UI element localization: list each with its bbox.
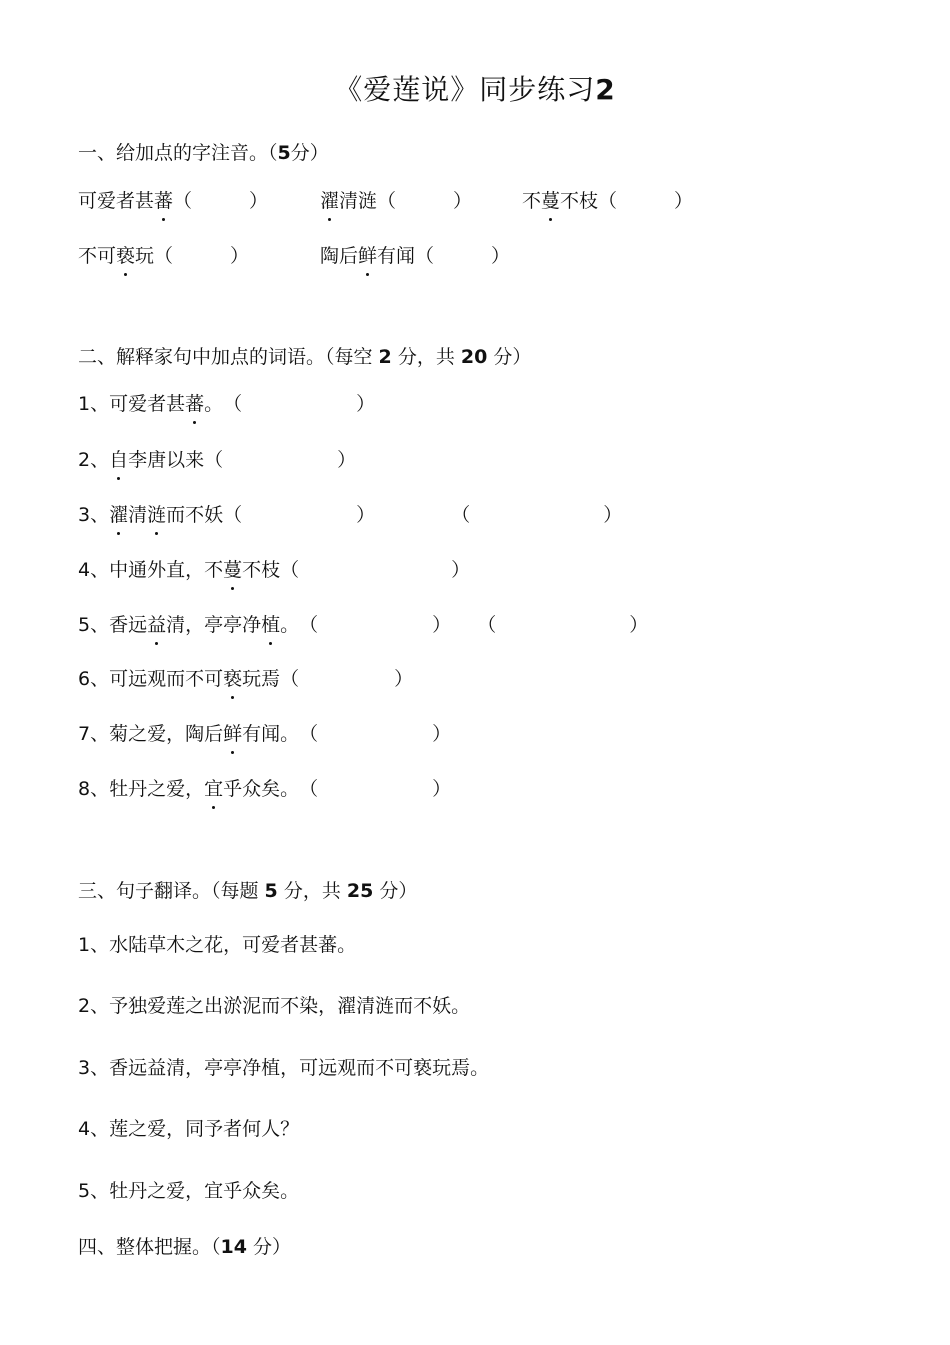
section-3-heading: 三、句子翻译。（每题 5 分，共 25 分） (78, 880, 418, 902)
explain-item-4: 4、中通外直，不蔓不枝（ ） (78, 559, 471, 581)
translate-item-3: 3、香远益清，亭亭净植，可远观而不可亵玩焉。 (78, 1057, 490, 1079)
explain-item-7: 7、菊之爱，陶后鲜有闻。（ ） (78, 723, 452, 745)
answer-blank[interactable]: （ ） (280, 668, 414, 690)
explain-item-3: 3、濯清涟而不妖（ ） （ ） (78, 504, 623, 526)
translate-item-1: 1、水陆草木之花，可爱者甚蕃。 (78, 934, 357, 956)
pinyin-item-1: 可爱者甚蕃（ ） (78, 190, 269, 212)
dotted-char: 植 (261, 614, 281, 636)
answer-blank[interactable]: （ ） (154, 245, 250, 267)
answer-blank[interactable]: （ ） (299, 614, 452, 636)
explain-item-6: 6、可远观而不可亵玩焉（ ） (78, 668, 414, 690)
dotted-char: 蔓 (541, 190, 561, 212)
dotted-char: 蕃 (185, 393, 205, 415)
explain-item-2: 2、自李唐以来（ ） (78, 449, 357, 471)
page-title (0, 68, 950, 108)
answer-blank[interactable]: （ ） (598, 190, 694, 212)
translate-item-4: 4、莲之爱，同予者何人？ (78, 1118, 300, 1140)
answer-blank[interactable]: （ ） (173, 190, 269, 212)
dotted-char: 益 (147, 614, 167, 636)
title-text: 《爱莲说》同步练习 (334, 73, 596, 106)
pinyin-item-4: 不可亵玩（ ） (78, 245, 250, 267)
answer-blank[interactable]: （ ） (223, 393, 376, 415)
explain-item-5: 5、香远益清，亭亭净植。（ ） （ ） (78, 614, 649, 636)
answer-blank[interactable]: （ ） (299, 723, 452, 745)
answer-blank[interactable]: （ ） (299, 778, 452, 800)
dotted-char: 鲜 (358, 245, 378, 267)
explain-item-1: 1、可爱者甚蕃。（ ） (78, 393, 376, 415)
title-number: 2 (595, 73, 616, 106)
answer-blank[interactable]: （ ） (451, 504, 623, 526)
dotted-char: 鲜 (223, 723, 243, 745)
dotted-char: 宜 (204, 778, 224, 800)
answer-blank[interactable]: （ ） (477, 614, 649, 636)
dotted-char: 亵 (223, 668, 243, 690)
explain-item-8: 8、牡丹之爱，宜乎众矣。（ ） (78, 778, 452, 800)
section-4-heading: 四、整体把握。（14 分） (78, 1236, 292, 1258)
answer-blank[interactable]: （ ） (415, 245, 511, 267)
dotted-char: 蕃 (154, 190, 174, 212)
dotted-char: 濯 (109, 504, 129, 526)
answer-blank[interactable]: （ ） (280, 559, 471, 581)
pinyin-item-3: 不蔓不枝（ ） (522, 190, 694, 212)
section-2-heading: 二、解释家句中加点的词语。（每空 2 分，共 20 分） (78, 346, 532, 368)
dotted-char: 蔓 (223, 559, 243, 581)
dotted-char: 濯 (320, 190, 340, 212)
pinyin-item-5: 陶后鲜有闻（ ） (320, 245, 511, 267)
answer-blank[interactable]: （ ） (204, 449, 357, 471)
answer-blank[interactable]: （ ） (377, 190, 473, 212)
translate-item-2: 2、予独爱莲之出淤泥而不染，濯清涟而不妖。 (78, 995, 471, 1017)
dotted-char: 亵 (116, 245, 136, 267)
section-1-heading: 一、给加点的字注音。（5分） (78, 142, 329, 164)
translate-item-5: 5、牡丹之爱，宜乎众矣。 (78, 1180, 300, 1202)
dotted-char: 自 (109, 449, 129, 471)
dotted-char: 涟 (147, 504, 167, 526)
answer-blank[interactable]: （ ） (223, 504, 376, 526)
pinyin-item-2: 濯清涟（ ） (320, 190, 473, 212)
